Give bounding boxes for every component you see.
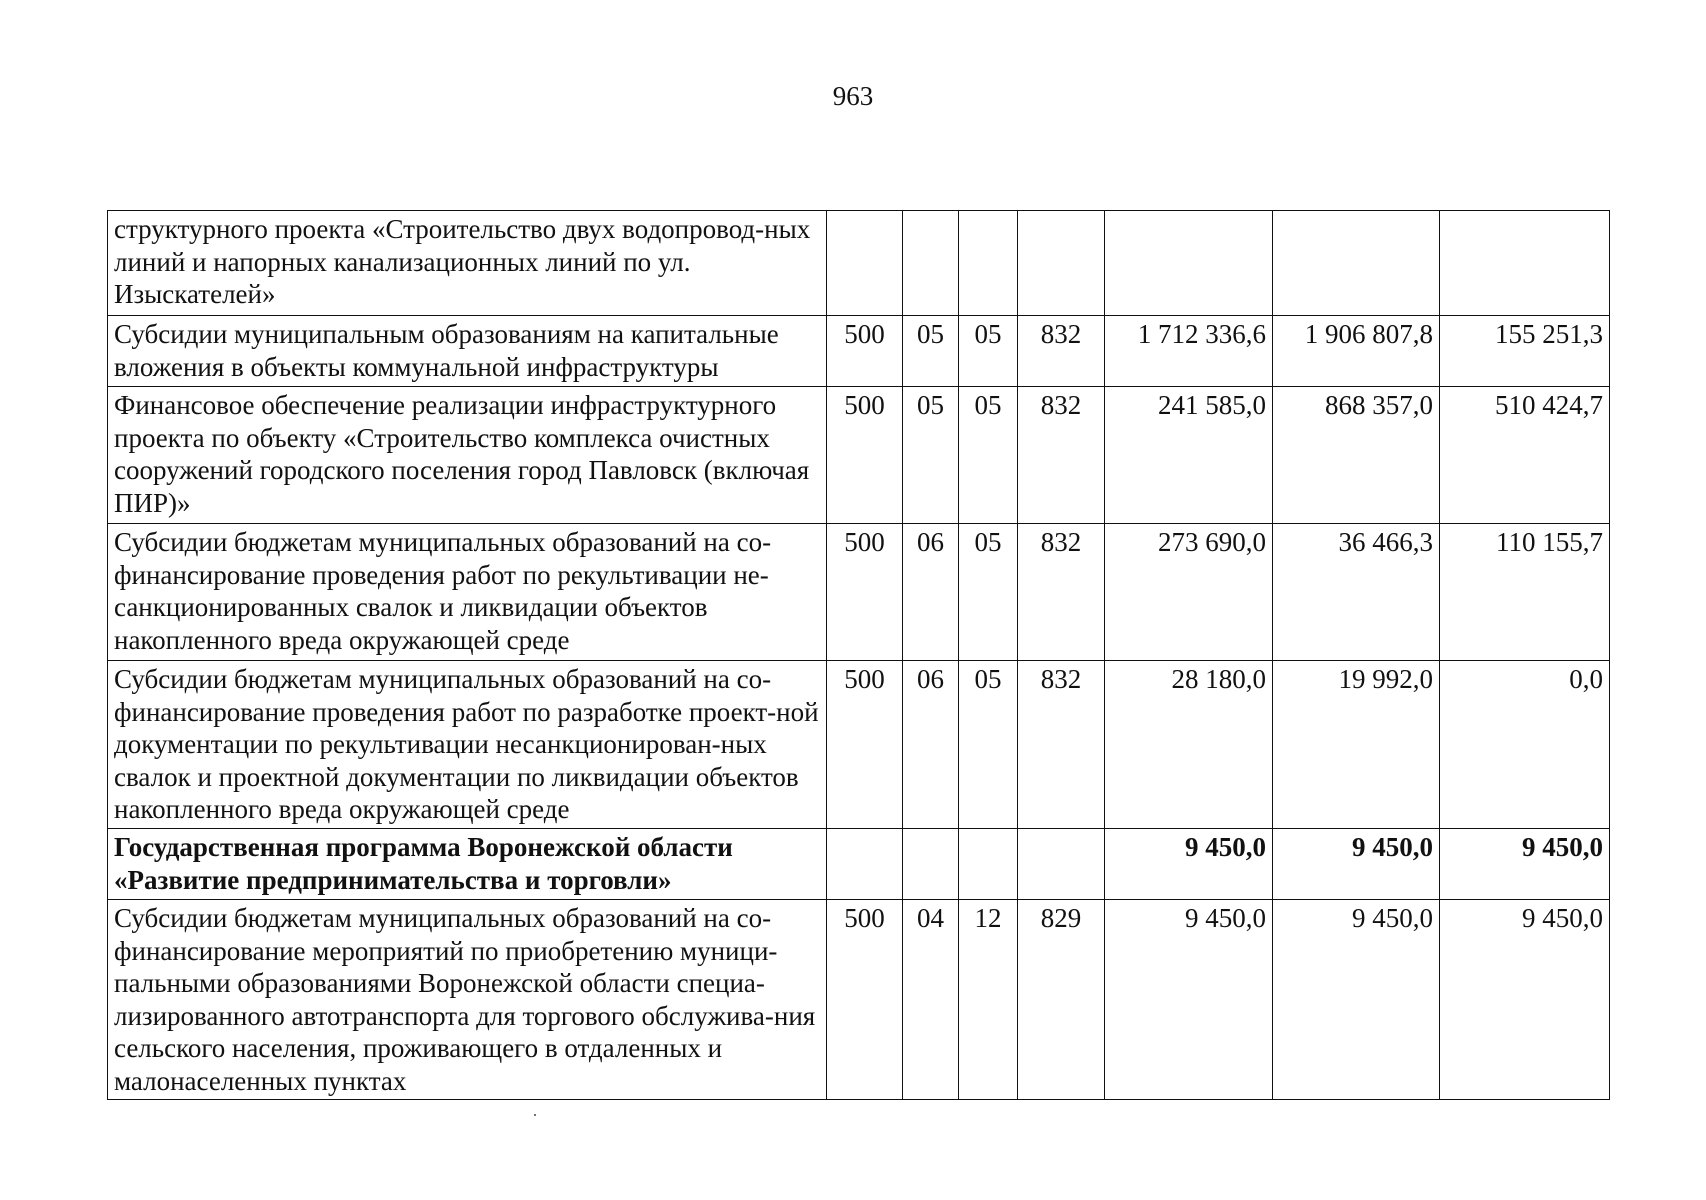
subsection-cell: 12 — [959, 900, 1018, 1100]
code-cell: 500 — [827, 524, 903, 661]
kbk-cell: 832 — [1018, 316, 1105, 387]
code-cell: 500 — [827, 387, 903, 524]
code-cell: 500 — [827, 900, 903, 1100]
value-cell-2: 868 357,0 — [1273, 387, 1440, 524]
section-cell — [903, 829, 959, 900]
subsection-cell — [959, 829, 1018, 900]
value-cell-3: 0,0 — [1440, 661, 1610, 829]
value-cell-1: 273 690,0 — [1105, 524, 1273, 661]
table-row — [108, 661, 1610, 829]
value-cell-1: 1 712 336,6 — [1105, 316, 1273, 387]
value-cell-3: 510 424,7 — [1440, 387, 1610, 524]
value-cell-3: 155 251,3 — [1440, 316, 1610, 387]
table-row — [108, 900, 1610, 1100]
value-cell-3: 110 155,7 — [1440, 524, 1610, 661]
value-cell-2: 1 906 807,8 — [1273, 316, 1440, 387]
section-cell: 05 — [903, 316, 959, 387]
row-description: Субсидии муниципальным образованиям на капитальные вложения в объекты коммунальной инфраструктуры — [108, 316, 827, 387]
kbk-cell: 832 — [1018, 524, 1105, 661]
subsection-cell: 05 — [959, 316, 1018, 387]
kbk-cell: 832 — [1018, 387, 1105, 524]
value-cell-3 — [1440, 211, 1610, 316]
value-cell-2: 9 450,0 — [1273, 900, 1440, 1100]
row-description: Субсидии бюджетам муниципальных образований на со-финансирование мероприятий по приобретению муници-пальными образованиями Воронежской области специа-лизированного автотранспорта для торгового обслужива-ния сельского населения, проживающего в отдаленных и малонаселенных пунктах — [108, 900, 827, 1100]
row-description: Субсидии бюджетам муниципальных образований на со-финансирование проведения работ по разработке проект-ной документации по рекультивации несанкционирован-ных свалок и проектной документации по ликвидации объектов накопленного вреда окружающей среде — [108, 661, 827, 829]
value-cell-1 — [1105, 211, 1273, 316]
value-cell-3: 9 450,0 — [1440, 900, 1610, 1100]
value-cell-2: 19 992,0 — [1273, 661, 1440, 829]
value-cell-2: 9 450,0 — [1273, 829, 1440, 900]
section-cell: 06 — [903, 661, 959, 829]
kbk-cell — [1018, 211, 1105, 316]
value-cell-1: 28 180,0 — [1105, 661, 1273, 829]
value-cell-1: 241 585,0 — [1105, 387, 1273, 524]
code-cell — [827, 211, 903, 316]
subsection-cell: 05 — [959, 524, 1018, 661]
row-description: Финансовое обеспечение реализации инфраструктурного проекта по объекту «Строительство комплекса очистных сооружений городского поселения город Павловск (включая ПИР)» — [108, 387, 827, 524]
table-row — [108, 211, 1610, 316]
section-cell — [903, 211, 959, 316]
row-description: Субсидии бюджетам муниципальных образований на со-финансирование проведения работ по рекультивации не-санкционированных свалок и ликвидации объектов накопленного вреда окружающей среде — [108, 524, 827, 661]
section-cell: 06 — [903, 524, 959, 661]
subsection-cell — [959, 211, 1018, 316]
value-cell-2: 36 466,3 — [1273, 524, 1440, 661]
scan-speck — [534, 1114, 536, 1116]
code-cell: 500 — [827, 316, 903, 387]
value-cell-3: 9 450,0 — [1440, 829, 1610, 900]
code-cell — [827, 829, 903, 900]
section-cell: 05 — [903, 387, 959, 524]
kbk-cell — [1018, 829, 1105, 900]
value-cell-2 — [1273, 211, 1440, 316]
page-number: 963 — [832, 81, 874, 111]
kbk-cell: 829 — [1018, 900, 1105, 1100]
table-row — [108, 316, 1610, 387]
section-cell: 04 — [903, 900, 959, 1100]
value-cell-1: 9 450,0 — [1105, 900, 1273, 1100]
budget-table — [107, 210, 1610, 1100]
table-row — [108, 524, 1610, 661]
kbk-cell: 832 — [1018, 661, 1105, 829]
program-title: Государственная программа Воронежской области «Развитие предпринимательства и торговли» — [108, 829, 827, 900]
code-cell: 500 — [827, 661, 903, 829]
program-row — [108, 829, 1610, 900]
value-cell-1: 9 450,0 — [1105, 829, 1273, 900]
subsection-cell: 05 — [959, 661, 1018, 829]
row-description: структурного проекта «Строительство двух водопровод-ных линий и напорных канализационных линий по ул. Изыскателей» — [108, 211, 827, 316]
subsection-cell: 05 — [959, 387, 1018, 524]
table-row — [108, 387, 1610, 524]
